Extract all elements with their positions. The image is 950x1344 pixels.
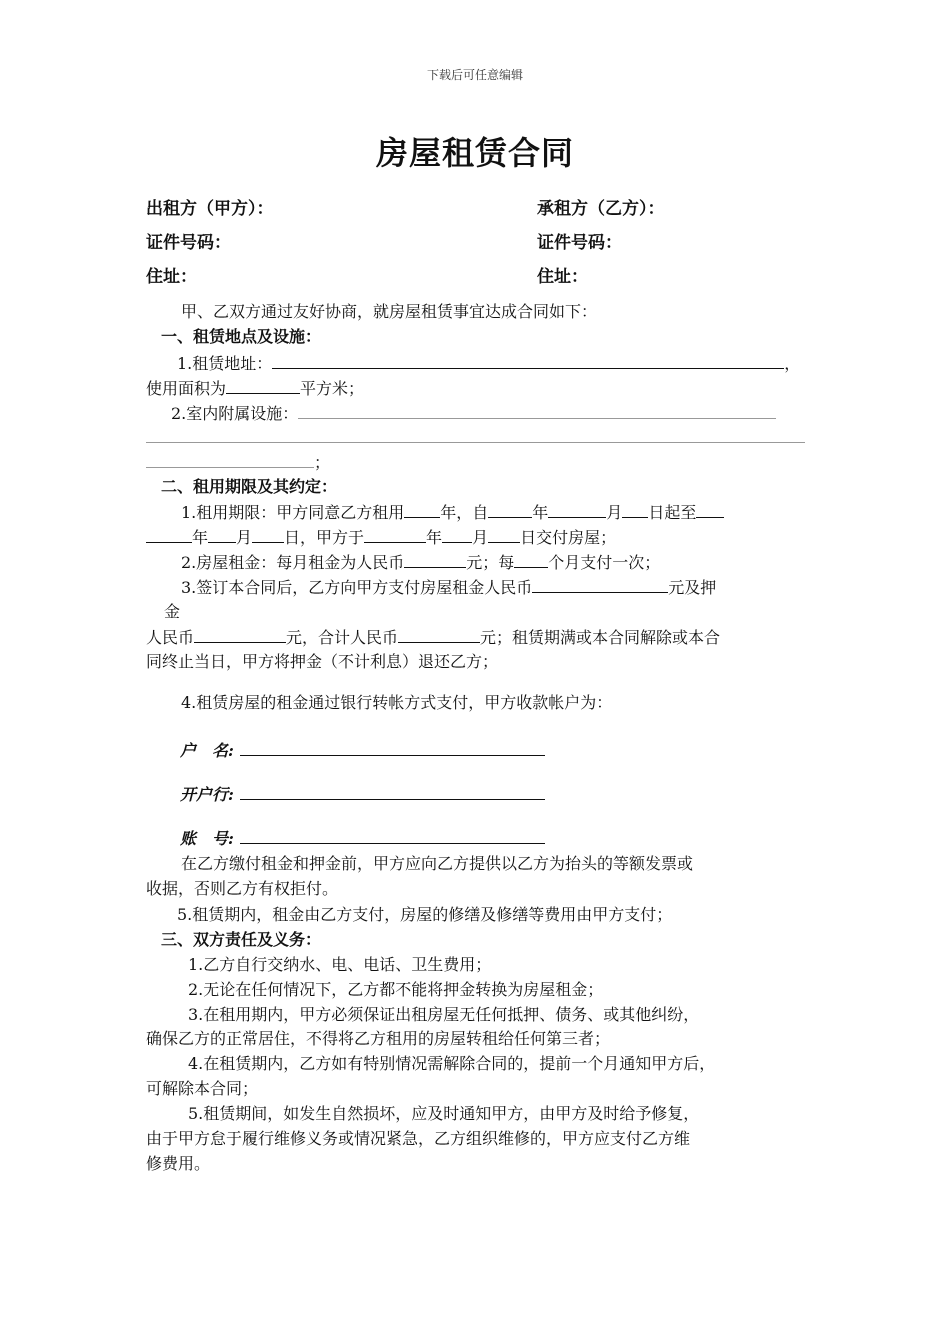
term-text: 年: [426, 528, 443, 547]
facilities-blank-2[interactable]: [146, 426, 805, 443]
facilities-line-2: [146, 426, 805, 449]
term-line-2: [146, 526, 616, 549]
area-blank[interactable]: [226, 377, 300, 394]
rental-address-blank[interactable]: [272, 352, 784, 369]
deposit-wrap: 金: [164, 602, 181, 621]
deposit-text: 人民币: [146, 628, 195, 647]
term-text: 月: [236, 528, 253, 547]
deposit-line-2: [146, 626, 720, 649]
term-text: 月: [472, 528, 489, 547]
duty-2: 2.无论在任何情况下，乙方都不能将押金转换为房屋租金；: [188, 980, 604, 999]
rent-text: 元；每: [466, 553, 515, 572]
duty-3-line-1: 3.在租用期内，甲方必须保证出租房屋无任何抵押、债务、或其他纠纷，: [188, 1005, 700, 1024]
facilities-label: 2.室内附属设施：: [171, 404, 299, 423]
end-month-blank[interactable]: [208, 526, 236, 543]
account-name-blank[interactable]: [240, 739, 545, 756]
total-amount-blank[interactable]: [398, 626, 480, 643]
account-number-label: 账 号:: [180, 829, 234, 848]
rental-address-label: 1.租赁地址：: [177, 354, 273, 373]
handover-month-blank[interactable]: [442, 526, 472, 543]
payment-months-blank[interactable]: [514, 551, 548, 568]
lessor-id-label: 证件号码：: [146, 233, 231, 253]
account-name-label: 户 名:: [180, 741, 234, 760]
section-1-heading: 一、租赁地点及设施：: [161, 327, 322, 346]
term-text: 1.租用期限：甲方同意乙方租用: [181, 503, 405, 522]
term-text: 日，甲方于: [284, 528, 365, 547]
end-day-blank[interactable]: [252, 526, 284, 543]
facilities-line-3: [146, 451, 330, 474]
intro-paragraph: 甲、乙双方通过友好协商，就房屋租赁事宜达成合同如下：: [181, 302, 598, 321]
bank-transfer-line: 4.租赁房屋的租金通过银行转帐方式支付，甲方收款帐户为：: [181, 693, 613, 712]
term-text: 月: [606, 503, 623, 522]
deposit-line-1: [181, 576, 716, 599]
start-year-blank[interactable]: [488, 501, 532, 518]
end-year-blank-a[interactable]: [696, 501, 724, 518]
contract-title: 房屋租赁合同: [375, 134, 574, 172]
handover-day-blank[interactable]: [488, 526, 520, 543]
duty-5-line-2: 由于甲方怠于履行维修义务或情况紧急，乙方组织维修的，甲方应支付乙方维: [146, 1129, 691, 1148]
section-2-heading: 二、租用期限及其约定：: [161, 477, 338, 496]
term-text: 年: [192, 528, 209, 547]
end-year-blank-b[interactable]: [146, 526, 192, 543]
handover-year-blank[interactable]: [364, 526, 426, 543]
term-text: 年: [532, 503, 549, 522]
term-text: 年，自: [440, 503, 489, 522]
duty-4-line-2: 可解除本合同；: [146, 1079, 259, 1098]
duty-5-line-3: 修费用。: [146, 1154, 211, 1173]
rental-address-line: [177, 352, 800, 375]
duty-3-line-2: 确保乙方的正常居住，不得将乙方租用的房屋转租给任何第三者；: [146, 1029, 611, 1048]
facilities-line: [171, 402, 776, 425]
term-text: 日交付房屋；: [520, 528, 617, 547]
start-day-blank[interactable]: [622, 501, 648, 518]
invoice-line-2: 收据，否则乙方有权拒付。: [146, 879, 339, 898]
facilities-blank-3[interactable]: [146, 451, 314, 468]
deposit-amount-blank[interactable]: [194, 626, 286, 643]
lessee-id-label: 证件号码：: [537, 233, 622, 253]
rent-text: 个月支付一次；: [548, 553, 661, 572]
account-number-row: [180, 826, 545, 849]
facilities-blank-1[interactable]: [298, 402, 776, 419]
section-3-heading: 三、双方责任及义务：: [161, 930, 322, 949]
deposit-text: 元；租赁期满或本合同解除或本合: [480, 628, 721, 647]
monthly-rent-blank[interactable]: [404, 551, 466, 568]
download-note: 下载后可任意编辑: [426, 68, 523, 82]
deposit-line-3: 同终止当日，甲方将押金（不计利息）退还乙方；: [146, 652, 499, 671]
term-line-1: [181, 501, 724, 524]
duty-1: 1.乙方自行交纳水、电、电话、卫生费用；: [188, 955, 492, 974]
deposit-text: 元，合计人民币: [286, 628, 399, 647]
area-unit: 平方米；: [300, 379, 365, 398]
term-text: 日起至: [648, 503, 697, 522]
deposit-text: 元及押: [668, 578, 717, 597]
account-bank-row: [180, 782, 545, 805]
start-month-blank[interactable]: [548, 501, 606, 518]
account-number-blank[interactable]: [240, 827, 545, 844]
duty-4-line-1: 4.在租赁期内，乙方如有特别情况需解除合同的，提前一个月通知甲方后，: [188, 1054, 716, 1073]
duty-5-line-1: 5.租赁期间，如发生自然损坏，应及时通知甲方，由甲方及时给予修复，: [188, 1104, 700, 1123]
years-blank[interactable]: [404, 501, 440, 518]
comma: ，: [784, 354, 801, 373]
account-name-row: [180, 738, 545, 761]
area-label: 使用面积为: [146, 379, 227, 398]
account-bank-blank[interactable]: [240, 783, 545, 800]
lessee-address-label: 住址：: [537, 267, 588, 287]
lessee-label: 承租方（乙方）：: [537, 199, 665, 219]
lessor-label: 出租方（甲方）：: [146, 199, 274, 219]
repair-cost-line: 5.租赁期内，租金由乙方支付，房屋的修缮及修缮等费用由甲方支付；: [177, 905, 673, 924]
prepaid-rent-blank[interactable]: [532, 576, 668, 593]
area-line: [146, 377, 364, 400]
rent-line: [181, 551, 660, 574]
invoice-line-1: 在乙方缴付租金和押金前，甲方应向乙方提供以乙方为抬头的等额发票或: [181, 854, 694, 873]
rent-text: 2.房屋租金：每月租金为人民币: [181, 553, 405, 572]
semicolon: ；: [314, 453, 331, 472]
account-bank-label: 开户行:: [180, 785, 234, 804]
deposit-text: 3.签订本合同后，乙方向甲方支付房屋租金人民币: [181, 578, 533, 597]
lessor-address-label: 住址：: [146, 267, 197, 287]
